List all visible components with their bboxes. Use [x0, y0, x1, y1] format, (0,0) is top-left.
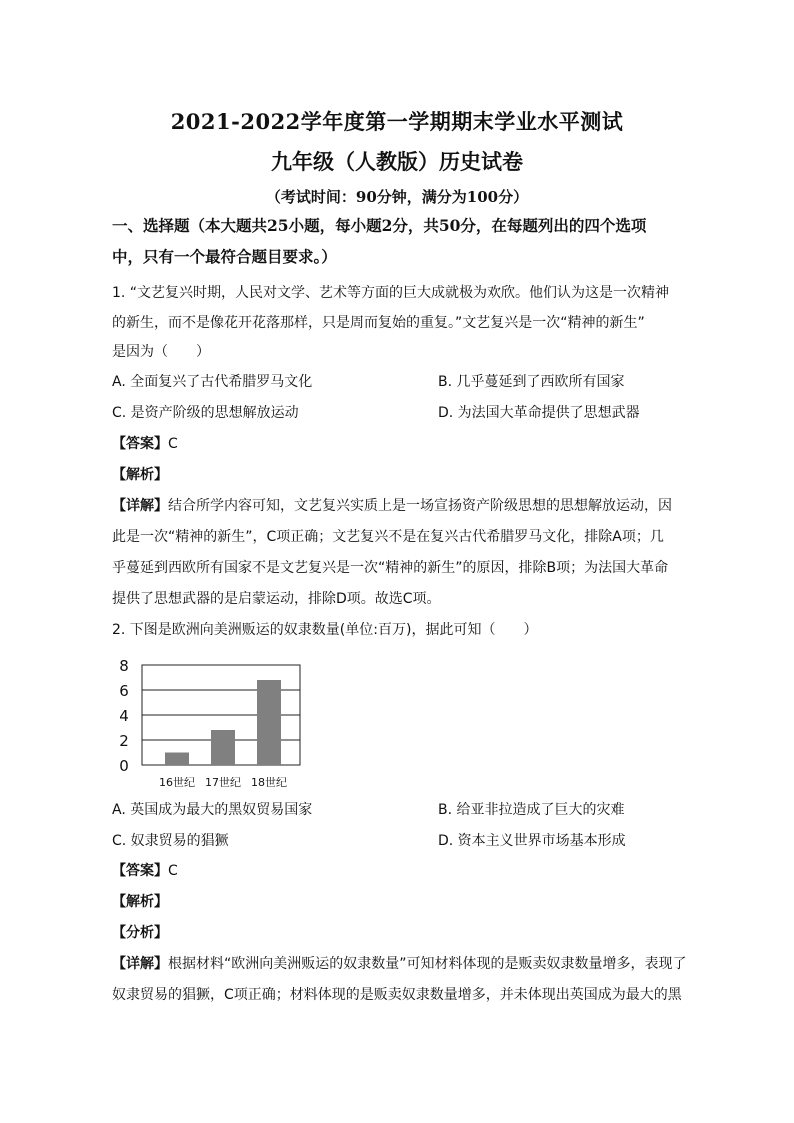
q2-option-d: D. 资本主义世界市场基本形成: [438, 833, 626, 849]
q2-option-b: B. 给亚非拉造成了巨大的灾难: [438, 802, 625, 818]
q1-detail-line1: [112, 496, 684, 516]
chart-y-tick: 2: [119, 732, 129, 750]
exam-subtitle: 九年级（人教版）历史试卷: [271, 149, 523, 174]
q2-option-a: A. 英国成为最大的黑奴贸易国家: [112, 802, 313, 818]
q1-detail-line2: 此是一次“精神的新生”，C项正确；文艺复兴不是在复兴古代希腊罗马文化，排除A项；几: [112, 529, 664, 545]
q1-detail-line3: 乎蔓延到西欧所有国家不是文艺复兴是一次“精神的新生”的原因，排除B项；为法国大革命: [112, 560, 669, 576]
chart-bars: [165, 680, 281, 765]
q1-detail-tag: 【详解】: [112, 498, 168, 514]
section-heading-line2: 中，只有一个最符合题目要求。）: [112, 247, 337, 266]
section-heading-line1: 一、选择题（本大题共25小题，每小题2分，共50分，在每题列出的四个选项: [112, 216, 647, 235]
q2-detail-line2: 奴隶贸易的猖獗，C项正确；材料体现的是贩卖奴隶数量增多，并未体现出英国成为最大的黑: [112, 987, 682, 1003]
q1-answer-value: C: [168, 436, 178, 452]
q2-option-c: C. 奴隶贸易的猖獗: [112, 833, 229, 849]
q1-option-b: B. 几乎蔓延到了西欧所有国家: [438, 374, 625, 390]
chart-y-tick: 6: [119, 682, 129, 700]
q2-detail-line1: [112, 954, 687, 974]
chart-x-tick: 18世纪: [251, 776, 287, 789]
chart-y-tick-labels: [119, 657, 129, 775]
chart-y-tick: 4: [119, 707, 129, 725]
chart-bar: [257, 680, 281, 765]
q2-detail-text1: 根据材料“欧洲向美洲贩运的奴隶数量”可知材料体现的是贩卖奴隶数量增多，表现了: [168, 956, 687, 972]
q1-detail-line4: 提供了思想武器的是启蒙运动，排除D项。故选C项。: [112, 591, 441, 607]
q2-detail-tag: 【详解】: [112, 956, 168, 972]
q1-stem-line2: 的新生，而不是像花开花落那样，只是周而复始的重复。”文艺复兴是一次“精神的新生”: [112, 315, 645, 331]
q1-answer-tag: 【答案】: [112, 436, 168, 452]
q1-option-a: A. 全面复兴了古代希腊罗马文化: [112, 374, 313, 390]
q2-fenxi-tag: 【分析】: [112, 925, 168, 941]
chart-y-tick: 0: [119, 757, 129, 775]
chart-y-tick: 8: [119, 657, 129, 675]
q1-analysis-tag: 【解析】: [112, 467, 168, 483]
chart-x-tick-labels: [159, 775, 287, 789]
exam-info: （考试时间：90分钟，满分为100分）: [265, 188, 529, 206]
q1-detail-text1: 结合所学内容可知，文艺复兴实质上是一场宣扬资产阶级思想的思想解放运动，因: [168, 498, 672, 514]
q1-stem-line1: 1. “文艺复兴时期，人民对文学、艺术等方面的巨大成就极为欢欣。他们认为这是一次精神: [112, 285, 670, 301]
q2-analysis-tag: 【解析】: [112, 894, 168, 910]
chart-x-tick: 17世纪: [205, 776, 241, 789]
slave-trade-bar-chart: [112, 655, 312, 795]
q1-answer: [112, 434, 684, 454]
q1-stem-line3: 是因为（ ）: [112, 344, 210, 360]
exam-title: 2021-2022学年度第一学期期末学业水平测试: [170, 109, 624, 134]
q1-option-c: C. 是资产阶级的思想解放运动: [112, 405, 299, 421]
q1-option-d: D. 为法国大革命提供了思想武器: [438, 405, 640, 421]
q2-answer-tag: 【答案】: [112, 863, 168, 879]
chart-bar: [211, 730, 235, 765]
q2-stem-line1: 2. 下图是欧洲向美洲贩运的奴隶数量(单位:百万)，据此可知（ ）: [112, 622, 538, 638]
q2-answer: [112, 861, 684, 881]
chart-bar: [165, 753, 189, 766]
q2-answer-value: C: [168, 863, 178, 879]
chart-x-tick: 16世纪: [159, 776, 195, 789]
